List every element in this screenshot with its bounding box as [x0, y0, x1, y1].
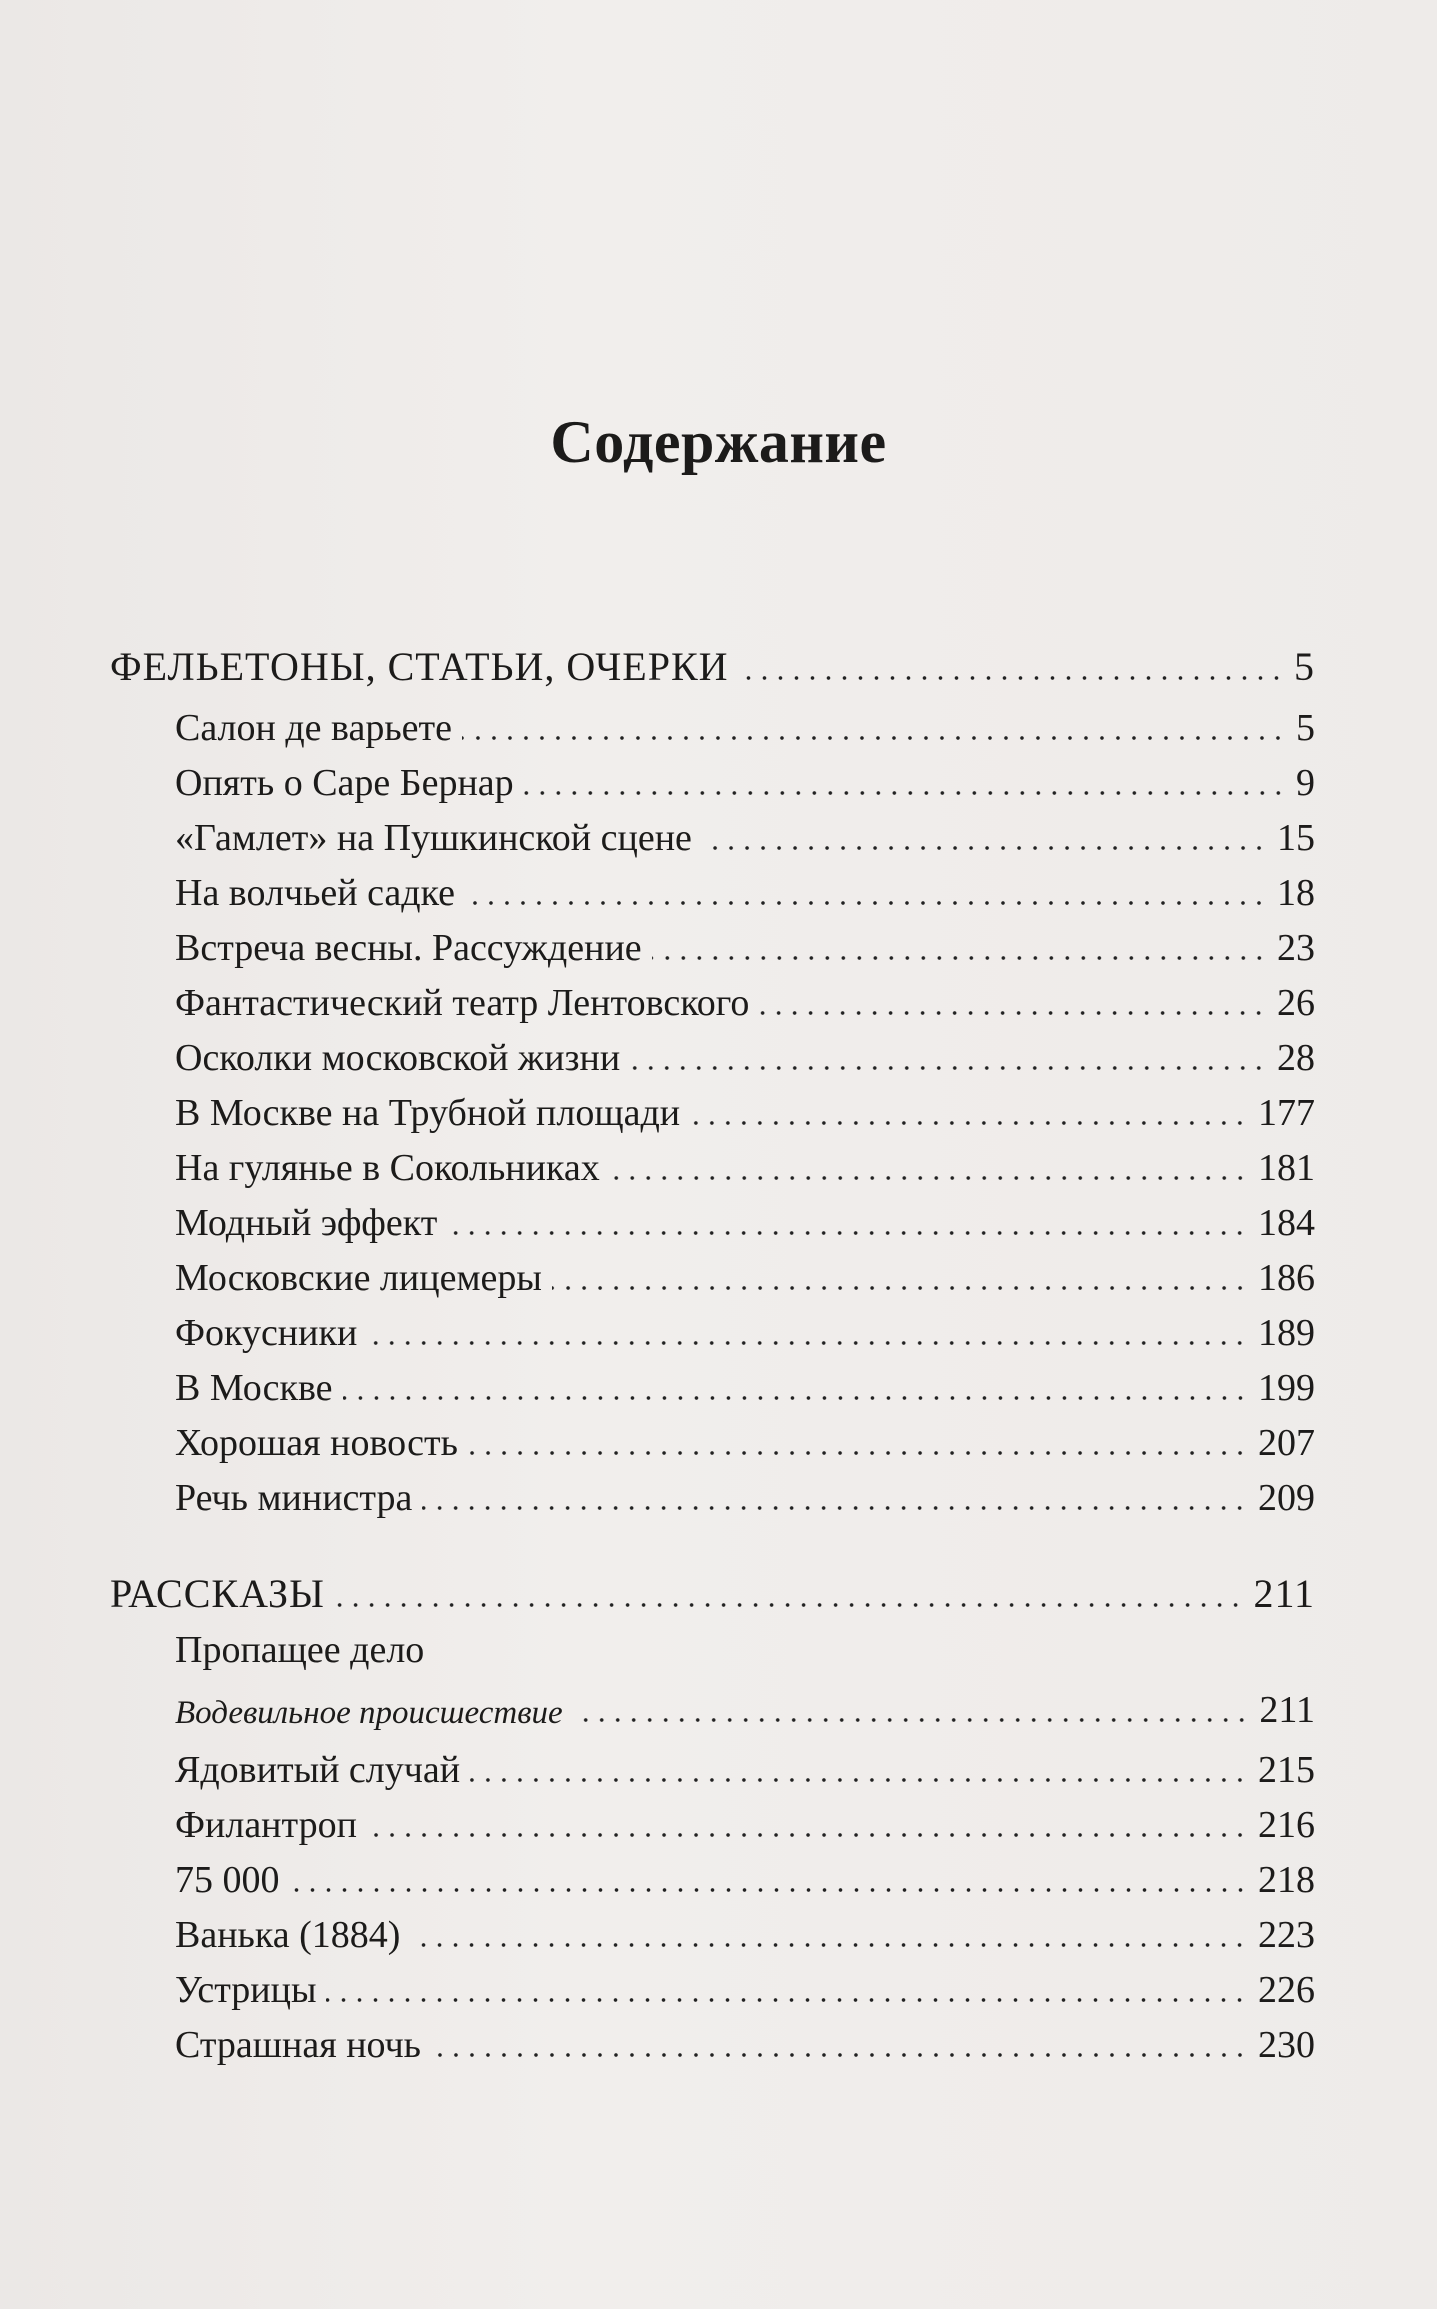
entry-title: Страшная ночь	[175, 2024, 422, 2066]
toc-entry[interactable]	[175, 806, 1315, 860]
toc-entry[interactable]	[175, 971, 1315, 1025]
page-number: 15	[1277, 817, 1315, 859]
toc-entry[interactable]	[175, 1903, 1315, 1957]
entry-title: Осколки московской жизни	[175, 1037, 621, 1079]
toc-entry[interactable]	[175, 1629, 1315, 1732]
entry-title: 75 000	[175, 1859, 280, 1901]
dot-leader	[524, 791, 1286, 795]
toc-entry[interactable]	[175, 1136, 1315, 1190]
toc-entry[interactable]	[175, 1848, 1315, 1902]
entry-title: Салон де варьете	[175, 707, 453, 749]
dot-leader	[462, 736, 1286, 740]
dot-leader	[410, 1943, 1248, 1947]
toc-entry[interactable]	[175, 1411, 1315, 1465]
page-number: 186	[1258, 1257, 1315, 1299]
toc-entry[interactable]	[175, 1466, 1315, 1520]
entry-title: Модный эффект	[175, 1202, 438, 1244]
page-number: 189	[1258, 1312, 1315, 1354]
toc-entry[interactable]	[175, 1958, 1315, 2012]
entry-title: Устрицы	[175, 1969, 317, 2011]
page-number: 5	[1296, 707, 1315, 749]
dot-leader	[610, 1176, 1248, 1180]
toc-entry[interactable]	[175, 751, 1315, 805]
entry-title: Опять о Саре Бернар	[175, 762, 514, 804]
dot-leader	[367, 1341, 1248, 1345]
section-title: РАССКАЗЫ	[110, 1571, 325, 1616]
toc-entry[interactable]	[175, 1026, 1315, 1080]
page-number: 215	[1258, 1749, 1315, 1791]
dot-leader	[431, 2053, 1248, 2057]
page-number: 181	[1258, 1147, 1315, 1189]
entry-title: Филантроп	[175, 1804, 357, 1846]
toc-entry[interactable]	[175, 1246, 1315, 1300]
toc-entry[interactable]	[175, 1793, 1315, 1847]
dot-leader	[739, 676, 1284, 680]
toc-entry[interactable]	[175, 916, 1315, 970]
dot-leader	[326, 1998, 1248, 2002]
toc-entry[interactable]	[175, 1081, 1315, 1135]
dot-leader	[343, 1396, 1248, 1400]
entry-title: В Москве	[175, 1367, 333, 1409]
toc-entry[interactable]	[175, 1301, 1315, 1355]
dot-leader	[552, 1286, 1248, 1290]
dot-leader	[468, 1451, 1248, 1455]
toc-entry[interactable]	[175, 1191, 1315, 1245]
dot-leader	[290, 1888, 1249, 1892]
entry-title: Ванька (1884)	[175, 1914, 401, 1956]
page-number: 211	[1253, 1571, 1315, 1616]
page-number: 177	[1258, 1092, 1315, 1134]
page-number: 209	[1258, 1477, 1315, 1519]
page-number: 216	[1258, 1804, 1315, 1846]
toc-entry[interactable]	[175, 1738, 1315, 1792]
page-number: 5	[1294, 644, 1315, 689]
page-number: 199	[1258, 1367, 1315, 1409]
entry-title: «Гамлет» на Пушкинской сцене	[175, 817, 692, 859]
toc-section-feuilletons[interactable]	[110, 634, 1315, 690]
page-number: 184	[1258, 1202, 1315, 1244]
entry-title: Ядовитый случай	[175, 1749, 461, 1791]
page-number: 28	[1277, 1037, 1315, 1079]
dot-leader	[470, 1778, 1248, 1782]
page-number: 230	[1258, 2024, 1315, 2066]
entry-title: Фантастический театр Лентовского	[175, 982, 750, 1024]
page-number: 26	[1277, 982, 1315, 1024]
page-number: 226	[1258, 1969, 1315, 2011]
section-title: ФЕЛЬЕТОНЫ, СТАТЬИ, ОЧЕРКИ	[110, 644, 729, 689]
toc-section-stories[interactable]	[110, 1561, 1315, 1617]
dot-leader	[690, 1121, 1248, 1125]
toc-entry[interactable]	[175, 1356, 1315, 1410]
entry-subtitle: Водевильное происшествие	[175, 1695, 563, 1731]
dot-leader	[465, 901, 1267, 905]
dot-leader	[630, 1066, 1267, 1070]
page-number: 9	[1296, 762, 1315, 804]
dot-leader	[702, 846, 1267, 850]
entry-title: Московские лицемеры	[175, 1257, 542, 1299]
entry-title: Фокусники	[175, 1312, 358, 1354]
entry-title: На волчьей садке	[175, 872, 456, 914]
page-title: Содержание	[550, 409, 887, 475]
dot-leader	[447, 1231, 1248, 1235]
entry-title: Речь министра	[175, 1477, 413, 1519]
toc-entry[interactable]	[175, 2013, 1315, 2067]
page-number: 18	[1277, 872, 1315, 914]
dot-leader	[652, 956, 1267, 960]
entry-title: В Москве на Трубной площади	[175, 1092, 681, 1134]
entry-title: На гулянье в Сокольниках	[175, 1147, 600, 1189]
entry-title: Хорошая новость	[175, 1422, 458, 1464]
dot-leader	[335, 1603, 1244, 1607]
dot-leader	[367, 1833, 1248, 1837]
page-number: 223	[1258, 1914, 1315, 1956]
page-number: 207	[1258, 1422, 1315, 1464]
page-number: 218	[1258, 1859, 1315, 1901]
page-number: 211	[1259, 1689, 1315, 1731]
toc-entry[interactable]	[175, 861, 1315, 915]
dot-leader	[422, 1506, 1248, 1510]
toc-entry[interactable]	[175, 696, 1315, 750]
dot-leader	[759, 1011, 1267, 1015]
dot-leader	[573, 1718, 1250, 1722]
entry-title: Встреча весны. Рассуждение	[175, 927, 642, 969]
page-number: 23	[1277, 927, 1315, 969]
entry-title: Пропащее дело	[175, 1629, 425, 1671]
